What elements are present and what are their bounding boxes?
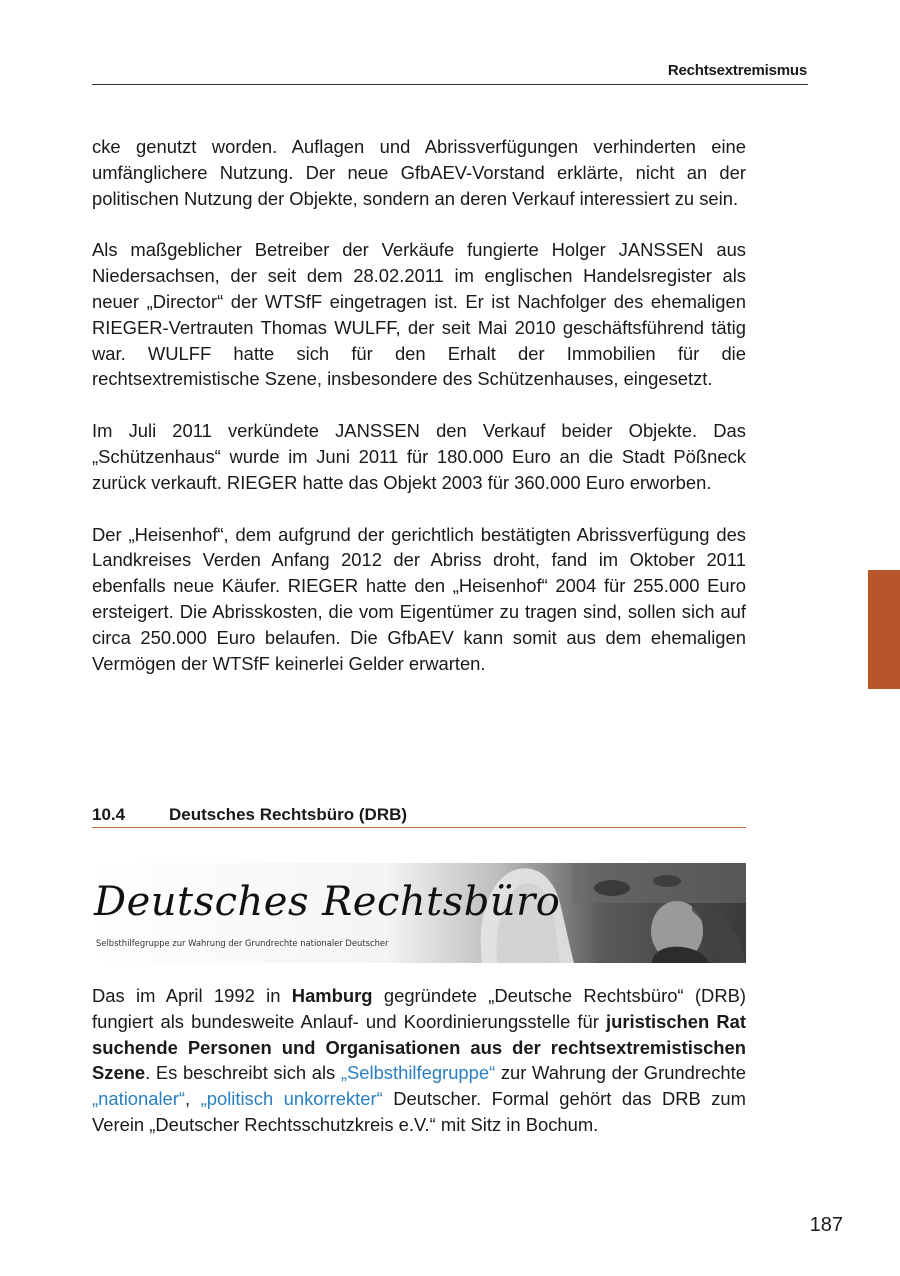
link-politisch-unkorrekter[interactable]: „politisch unkorrekter“: [200, 1088, 383, 1110]
chapter-tab-marker: [868, 570, 900, 689]
header-title: Rechtsextremismus: [667, 62, 807, 79]
page-number: 187: [809, 1214, 843, 1236]
banner-subtitle: Selbsthilfegruppe zur Wahrung der Grundrechte nationaler Deutscher: [96, 938, 389, 948]
drb-text-6: Deutscher. Formal gehört das DRB zum Verein „Deutscher Rechtsschutzkreis e.V.“ mit Sitz in Bochum.: [92, 1088, 746, 1135]
drb-paragraph: [92, 983, 746, 1138]
section-number: 10.4: [92, 805, 126, 824]
paragraph-1: cke genutzt worden. Auflagen und Abrissverfügungen verhinderten eine umfänglichere Nutzung. Der neue GfbAEV-Vorstand erklärte, nicht an der politischen Nutzung der Objekte, sondern an deren Verkauf interessiert zu sein.: [92, 136, 746, 209]
drb-text-1: Das im April 1992 in: [92, 985, 292, 1006]
drb-banner-image: [92, 863, 746, 963]
link-selbsthilfegruppe[interactable]: „Selbsthilfegruppe“: [340, 1062, 496, 1084]
drb-bold-hamburg: Hamburg: [291, 985, 373, 1006]
paragraph-3: Im Juli 2011 verkündete JANSSEN den Verkauf beider Objekte. Das „Schützenhaus“ wurde im Juni 2011 für 180.000 Euro an die Stadt Pößneck zurück verkauft. RIEGER hatte das Objekt 2003 für 360.000 Euro erworben.: [92, 420, 746, 493]
drb-text-4: zur Wahrung der Grundrechte: [495, 1062, 747, 1084]
body-text-block: [92, 134, 746, 702]
drb-text-2: gegründete „Deutsche Rechtsbüro“ (DRB) fungiert als bundesweite Anlauf- und Koordinierungsstelle für: [92, 985, 746, 1032]
drb-bold-scene: juristischen Rat suchende Personen und Organisationen aus der rechtsextremistischen Szene: [92, 1010, 746, 1084]
drb-text-3: . Es beschreibt sich als: [145, 1062, 341, 1084]
section-heading: [92, 803, 746, 828]
banner-logo-text: Deutsches Rechtsbüro: [94, 879, 561, 925]
header-rule: [92, 84, 808, 85]
drb-text-5: ,: [185, 1088, 201, 1110]
paragraph-4: Der „Heisenhof“, dem aufgrund der gerichtlich bestätigten Abrissverfügung des Landkreises Verden Anfang 2012 der Abriss droht, fand im Oktober 2011 ebenfalls neue Käufer. RIEGER hatte den „Heisenhof“ 2004 für 255.000 Euro ersteigert. Die Abrisskosten, die vom Eigentümer zu tragen sind, sollen sich auf circa 250.000 Euro belaufen. Die GfbAEV kann somit aus dem ehemaligen Vermögen der WTSfF keinerlei Gelder erwarten.: [92, 523, 746, 674]
section-title: Deutsches Rechtsbüro (DRB): [169, 805, 408, 824]
link-nationaler[interactable]: „nationaler“: [92, 1088, 186, 1110]
paragraph-2: Als maßgeblicher Betreiber der Verkäufe fungierte Holger JANSSEN aus Niedersachsen, der seit dem 28.02.2011 im englischen Handelsregister als neuer „Director“ der WTSfF eingetragen ist. Er ist Nachfolger des ehemaligen RIEGER-Vertrauten Thomas WULFF, der seit Mai 2010 geschäftsführend tätig war. WULFF hatte sich für den Erhalt der Immobilien für die rechtsextremistische Szene, insbesondere des Schützenhauses, eingesetzt.: [92, 239, 746, 390]
